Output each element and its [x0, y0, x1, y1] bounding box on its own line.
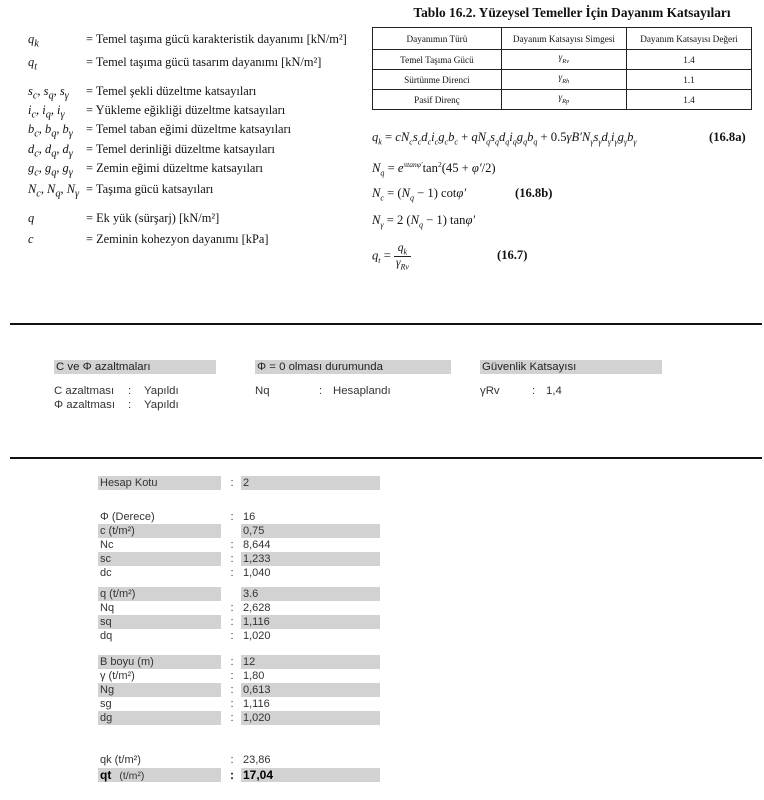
definition-row — [28, 32, 347, 49]
row-value: 16 — [243, 511, 256, 523]
row-label: dq — [100, 630, 113, 642]
definition-symbol: $N_c$, $N_q$, $N_\gamma$ — [28, 182, 80, 200]
hesap-kotu-row — [98, 476, 380, 490]
definition-text: = Zemin eğimi düzeltme katsayıları — [86, 161, 263, 175]
table-row — [373, 50, 752, 70]
definition-row — [28, 182, 213, 199]
table-cell-value: 1.1 — [626, 70, 751, 90]
row-label: B boyu (m) — [98, 655, 221, 669]
row-sep: : — [230, 602, 234, 614]
definition-symbol: $b_c$, $b_q$, $b_\gamma$ — [28, 122, 73, 140]
definition-text: = Temel taşıma gücü karakteristik dayanımı [kN/m²] — [86, 32, 347, 46]
nq-sep: : — [319, 385, 323, 397]
row-sep: : — [230, 630, 234, 642]
summary-title-safety: Güvenlik Katsayısı — [480, 360, 662, 374]
table-cell-value: 1.4 — [626, 50, 751, 70]
row-sep: : — [230, 656, 234, 668]
row-value: 1,116 — [241, 615, 380, 629]
nq-label: Nq — [255, 385, 270, 397]
row-label: sq — [98, 615, 221, 629]
row-label: Hesap Kotu — [98, 476, 221, 490]
definition-text: = Temel derinliği düzeltme katsayıları — [86, 142, 275, 156]
row-value: 1,020 — [241, 711, 380, 725]
phi-reduction-sep: : — [128, 399, 132, 411]
definition-text: = Temel şekli düzeltme katsayıları — [86, 84, 257, 98]
definition-symbol: $g_c$, $g_q$, $g_\gamma$ — [28, 161, 73, 179]
table-row — [373, 90, 752, 110]
calc-row — [98, 524, 380, 538]
row-label: dg — [98, 711, 221, 725]
calc-row — [98, 711, 380, 725]
table-cell-value: 1.4 — [626, 90, 751, 110]
table-cell-symbol: $\gamma_{Rp}$ — [501, 90, 626, 110]
row-sep: : — [230, 567, 234, 579]
summary-title-phi-zero: Φ = 0 olması durumunda — [255, 360, 451, 374]
row-value: 0,75 — [241, 524, 380, 538]
row-sep: : — [230, 670, 234, 682]
row-value: 23,86 — [243, 754, 271, 766]
row-label: dc — [100, 567, 112, 579]
formula-ngamma: $N_\gamma = 2$ $(N_q - 1)$ tanφ′ — [372, 213, 476, 230]
definition-symbol: $d_c$, $d_q$, $d_\gamma$ — [28, 142, 73, 160]
row-sep: : — [230, 616, 234, 628]
resistance-coefficients-table — [372, 27, 752, 110]
definition-row — [28, 55, 321, 72]
definition-row — [28, 103, 285, 120]
definition-symbol: c — [28, 232, 34, 246]
row-sep — [228, 524, 236, 538]
table-header-type: Dayanımın Türü — [373, 28, 502, 50]
definition-row — [28, 84, 256, 101]
definition-row — [28, 161, 263, 178]
calc-row — [98, 601, 380, 615]
qt-row — [98, 768, 380, 782]
row-label: Nc — [100, 539, 114, 551]
row-sep: : — [230, 553, 234, 565]
formula-16-7: $q_t$ = $\frac{q_k}{\gamma_{Rv}}$ — [372, 242, 409, 272]
row-label: γ (t/m²) — [100, 670, 135, 682]
definition-text: = Yükleme eğikliği düzeltme katsayıları — [86, 103, 286, 117]
table-header-symbol: Dayanım Katsayısı Simgesi — [501, 28, 626, 50]
table-header-value: Dayanım Katsayısı Değeri — [626, 28, 751, 50]
definition-text: = Taşıma gücü katsayıları — [86, 182, 214, 196]
calc-row — [98, 566, 380, 580]
row-sep: : — [230, 768, 234, 782]
gamma-rv-sep: : — [532, 385, 536, 397]
row-value: 17,04 — [241, 768, 380, 782]
table-header-row — [373, 28, 752, 50]
calc-row — [98, 629, 380, 643]
row-sep: : — [230, 698, 234, 710]
gamma-rv-label: γRv — [480, 385, 500, 397]
calc-row — [98, 552, 380, 566]
summary-title-reductions: C ve Φ azaltmaları — [54, 360, 216, 374]
definition-row — [28, 122, 291, 139]
table-row — [373, 70, 752, 90]
row-value: 2 — [241, 476, 380, 490]
definition-symbol: $i_c$, $i_q$, $i_\gamma$ — [28, 103, 65, 121]
table-cell-type: Temel Taşıma Gücü — [373, 50, 502, 70]
row-value: 3.6 — [241, 587, 380, 601]
table-cell-symbol: $\gamma_{Rh}$ — [501, 70, 626, 90]
definition-symbol: $q_t$ — [28, 55, 38, 73]
row-value: 8,644 — [243, 539, 271, 551]
section-divider — [10, 323, 762, 325]
row-value: 2,628 — [243, 602, 271, 614]
calc-row — [98, 510, 380, 524]
row-sep: : — [230, 539, 234, 551]
row-value: 1,020 — [243, 630, 271, 642]
row-value: 12 — [241, 655, 380, 669]
gamma-rv-value: 1,4 — [546, 385, 562, 397]
definition-row — [28, 142, 275, 159]
definition-text: = Ek yük (sürşarj) [kN/m²] — [86, 211, 220, 225]
definition-symbol: $s_c$, $s_q$, $s_\gamma$ — [28, 84, 69, 102]
c-reduction-value: Yapıldı — [144, 385, 179, 397]
definition-row — [28, 232, 268, 247]
row-sep: : — [230, 754, 234, 766]
calc-row — [98, 697, 380, 711]
formula-nc: $N_c = (N_q - 1)$ cotφ′ — [372, 186, 467, 203]
formula-tag-16-8b: (16.8b) — [515, 186, 553, 200]
definition-text: = Temel taban eğimi düzeltme katsayıları — [86, 122, 292, 136]
formula-tag-16-7: (16.7) — [497, 248, 528, 262]
row-value: 1,233 — [241, 552, 380, 566]
c-reduction-label: C azaltması — [54, 385, 115, 397]
calc-row — [98, 587, 380, 601]
phi-reduction-label: Φ azaltması — [54, 399, 115, 411]
definition-text: = Zeminin kohezyon dayanımı [kPa] — [86, 232, 269, 246]
row-value: 0,613 — [241, 683, 380, 697]
calc-row — [98, 683, 380, 697]
formula-16-8a: $q_k = cN_cs_cd_ci_cg_cb_c + qN_qs_qd_qi_qg_qb_q + 0.5\gamma B'N_\gamma s_\gamma d_\gamma i_\gamma g_\gamma b_\gamma$ — [372, 130, 637, 147]
definition-row — [28, 211, 219, 226]
calc-row — [98, 669, 380, 683]
row-label: c (t/m²) — [98, 524, 221, 538]
qk-row — [98, 753, 380, 767]
row-value: 1,040 — [243, 567, 271, 579]
definition-text: = Temel taşıma gücü tasarım dayanımı [kN/m²] — [86, 55, 322, 69]
calc-row — [98, 538, 380, 552]
row-label: Nq — [100, 602, 115, 614]
summary-divider — [10, 457, 762, 459]
table-cell-symbol: $\gamma_{Rv}$ — [501, 50, 626, 70]
calc-row — [98, 615, 380, 629]
row-label: sg — [100, 698, 112, 710]
row-label: Ng — [98, 683, 221, 697]
table-caption: Tablo 16.2. Yüzeysel Temeller İçin Dayanım Katsayıları — [413, 5, 731, 20]
row-sep: : — [230, 477, 234, 489]
row-sep: : — [230, 511, 234, 523]
definition-symbol: $q_k$ — [28, 32, 39, 50]
row-sep — [228, 587, 236, 601]
row-value: 1,80 — [243, 670, 265, 682]
nq-value: Hesaplandı — [333, 385, 391, 397]
formula-tag-16-8a: (16.8a) — [709, 130, 746, 144]
row-label: sc — [98, 552, 221, 566]
row-label: qk (t/m²) — [100, 754, 141, 766]
calc-row — [98, 655, 380, 669]
row-label: Φ (Derece) — [100, 511, 155, 523]
formula-nq: $N_q = e^{\pi tan\varphi'}\tan^2(45 + \varphi'/2)$ — [372, 160, 496, 178]
phi-reduction-value: Yapıldı — [144, 399, 179, 411]
row-sep: : — [230, 712, 234, 724]
c-reduction-sep: : — [128, 385, 132, 397]
row-sep: : — [230, 684, 234, 696]
row-value: 1,116 — [243, 698, 270, 710]
row-label: q (t/m²) — [98, 587, 221, 601]
row-label: qt (t/m²) — [98, 768, 221, 782]
table-cell-type: Pasif Direnç — [373, 90, 502, 110]
definition-symbol: q — [28, 211, 35, 225]
table-cell-type: Sürtünme Direnci — [373, 70, 502, 90]
